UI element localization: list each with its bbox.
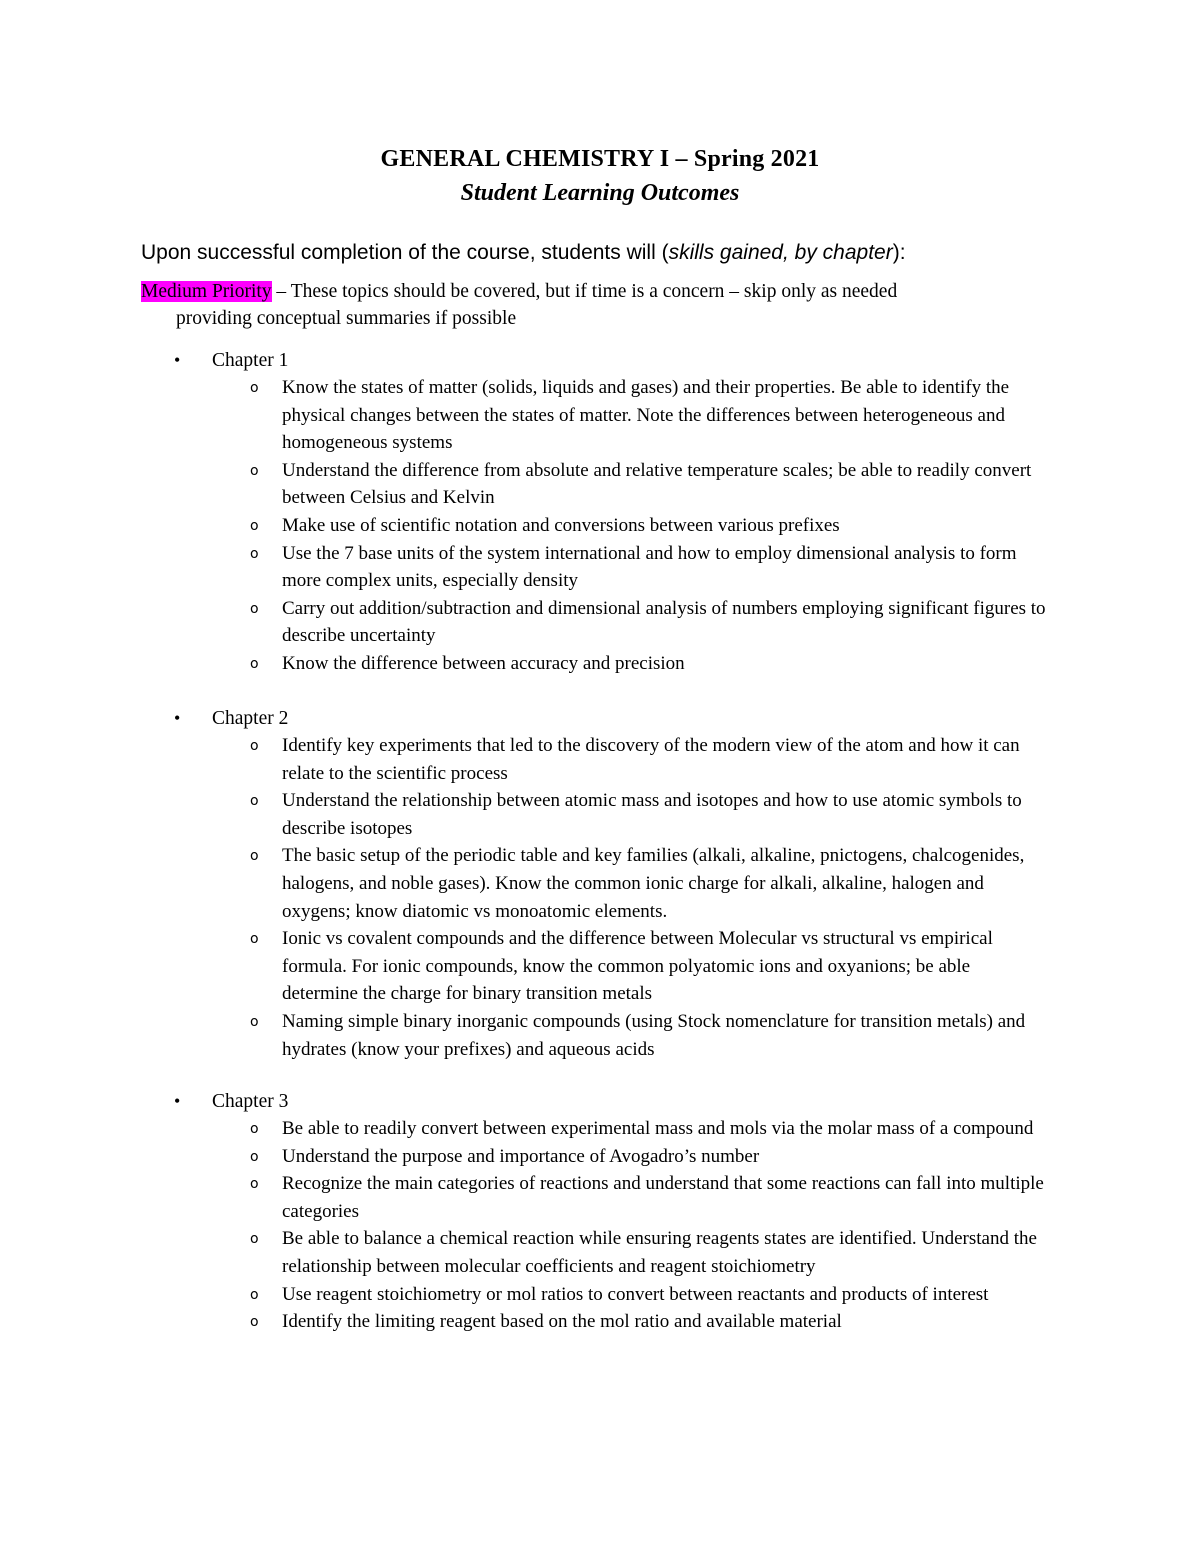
list-item bbox=[248, 732, 1048, 787]
intro-text-italic: skills gained, by chapter bbox=[668, 241, 893, 264]
list-item bbox=[248, 512, 1048, 540]
list-item-text: Understand the relationship between atomic mass and isotopes and how to use atomic symbols to describe isotopes bbox=[282, 790, 1022, 839]
list-item-text: Know the difference between accuracy and precision bbox=[282, 652, 685, 674]
list-item bbox=[248, 595, 1048, 650]
intro-sentence bbox=[141, 238, 906, 268]
list-item-text: Use reagent stoichiometry or mol ratios to convert between reactants and products of interest bbox=[282, 1283, 989, 1305]
circle-bullet-icon: o bbox=[250, 462, 259, 479]
circle-bullet-icon: o bbox=[250, 1013, 259, 1030]
list-item-text: Ionic vs covalent compounds and the difference between Molecular vs structural vs empirical formula. For ionic compounds, know the common polyatomic ions and oxyanions; be able determine the charge for binary transition metals bbox=[282, 928, 993, 1005]
list-item bbox=[248, 1308, 1048, 1336]
list-item bbox=[248, 1115, 1048, 1143]
list-item bbox=[248, 1143, 1048, 1171]
circle-bullet-icon: o bbox=[250, 738, 259, 754]
list-item bbox=[248, 1225, 1048, 1280]
chapter-title: Chapter 2 bbox=[212, 708, 289, 729]
list-item bbox=[248, 374, 1048, 457]
circle-bullet-icon: o bbox=[250, 1231, 259, 1248]
chapter-heading bbox=[174, 705, 288, 732]
list-item bbox=[248, 842, 1048, 925]
circle-bullet-icon: o bbox=[250, 655, 259, 672]
chapter-heading bbox=[174, 347, 288, 374]
chapter-title: Chapter 3 bbox=[212, 1091, 289, 1112]
chapter-heading bbox=[174, 1088, 288, 1115]
list-item bbox=[248, 787, 1048, 842]
circle-bullet-icon: o bbox=[250, 600, 259, 617]
priority-note bbox=[141, 278, 1021, 332]
list-item-text: Recognize the main categories of reactions and understand that some reactions can fall into multiple categories bbox=[282, 1173, 1044, 1222]
list-item-text: Use the 7 base units of the system international and how to employ dimensional analysis to form more complex units, especially density bbox=[282, 542, 1017, 592]
circle-bullet-icon: o bbox=[250, 380, 259, 396]
list-item-text: Understand the purpose and importance of Avogadro’s number bbox=[282, 1145, 760, 1167]
list-item-text: Understand the difference from absolute and relative temperature scales; be able to readily convert between Celsius and Kelvin bbox=[282, 459, 1032, 509]
outcome-list bbox=[248, 1115, 1048, 1336]
list-item-text: Identify key experiments that led to the discovery of the modern view of the atom and how it can relate to the scientific process bbox=[282, 735, 1020, 784]
list-item bbox=[248, 1281, 1048, 1309]
bullet-icon: • bbox=[174, 708, 181, 728]
list-item-text: Be able to balance a chemical reaction while ensuring reagents states are identified. Understand the relationship between molecular coefficients and reagent stoichiometry bbox=[282, 1228, 1037, 1277]
outcome-list bbox=[248, 374, 1048, 678]
list-item bbox=[248, 1170, 1048, 1225]
outcome-list bbox=[248, 732, 1048, 1063]
list-item-text: Identify the limiting reagent based on the mol ratio and available material bbox=[282, 1311, 842, 1333]
priority-text-line2: providing conceptual summaries if possible bbox=[176, 308, 517, 329]
chapter-title: Chapter 1 bbox=[212, 350, 289, 371]
bullet-icon: • bbox=[174, 350, 181, 370]
list-item-text: The basic setup of the periodic table and key families (alkali, alkaline, pnictogens, chalcogenides, halogens, and noble gases). Know the common ionic charge for alkali, alkaline, halogen and oxygens; know diatomic vs monoatomic elements. bbox=[282, 845, 1025, 922]
list-item bbox=[248, 650, 1048, 678]
priority-highlight-label: Medium Priority bbox=[141, 281, 272, 302]
document-subtitle: Student Learning Outcomes bbox=[460, 180, 740, 206]
circle-bullet-icon: o bbox=[250, 1286, 259, 1303]
intro-text-after: ): bbox=[892, 241, 906, 264]
list-item-text: Make use of scientific notation and conversions between various prefixes bbox=[282, 514, 840, 536]
circle-bullet-icon: o bbox=[250, 517, 259, 534]
intro-text-before: Upon successful completion of the course, students will ( bbox=[141, 241, 669, 264]
circle-bullet-icon: o bbox=[250, 931, 259, 948]
circle-bullet-icon: o bbox=[250, 1121, 259, 1137]
circle-bullet-icon: o bbox=[250, 848, 259, 865]
document-title: GENERAL CHEMISTRY I – Spring 2021 bbox=[380, 146, 820, 172]
circle-bullet-icon: o bbox=[250, 545, 259, 562]
list-item bbox=[248, 1008, 1048, 1063]
list-item-text: Know the states of matter (solids, liquids and gases) and their properties. Be able to identify the physical changes between the states of matter. Note the differences between heterogeneous and homogeneous systems bbox=[282, 377, 1010, 454]
circle-bullet-icon: o bbox=[250, 1176, 259, 1193]
circle-bullet-icon: o bbox=[250, 1148, 259, 1165]
list-item bbox=[248, 457, 1048, 512]
bullet-icon: • bbox=[174, 1091, 181, 1111]
list-item bbox=[248, 540, 1048, 595]
list-item-text: Naming simple binary inorganic compounds (using Stock nomenclature for transition metals) and hydrates (know your prefixes) and aqueous acids bbox=[282, 1010, 1026, 1060]
circle-bullet-icon: o bbox=[250, 793, 259, 810]
priority-text-line1: – These topics should be covered, but if time is a concern – skip only as needed bbox=[271, 281, 898, 302]
circle-bullet-icon: o bbox=[250, 1314, 259, 1331]
list-item-text: Carry out addition/subtraction and dimensional analysis of numbers employing significant figures to describe uncertainty bbox=[282, 597, 1046, 647]
list-item-text: Be able to readily convert between experimental mass and mols via the molar mass of a compound bbox=[282, 1118, 1034, 1139]
list-item bbox=[248, 925, 1048, 1008]
